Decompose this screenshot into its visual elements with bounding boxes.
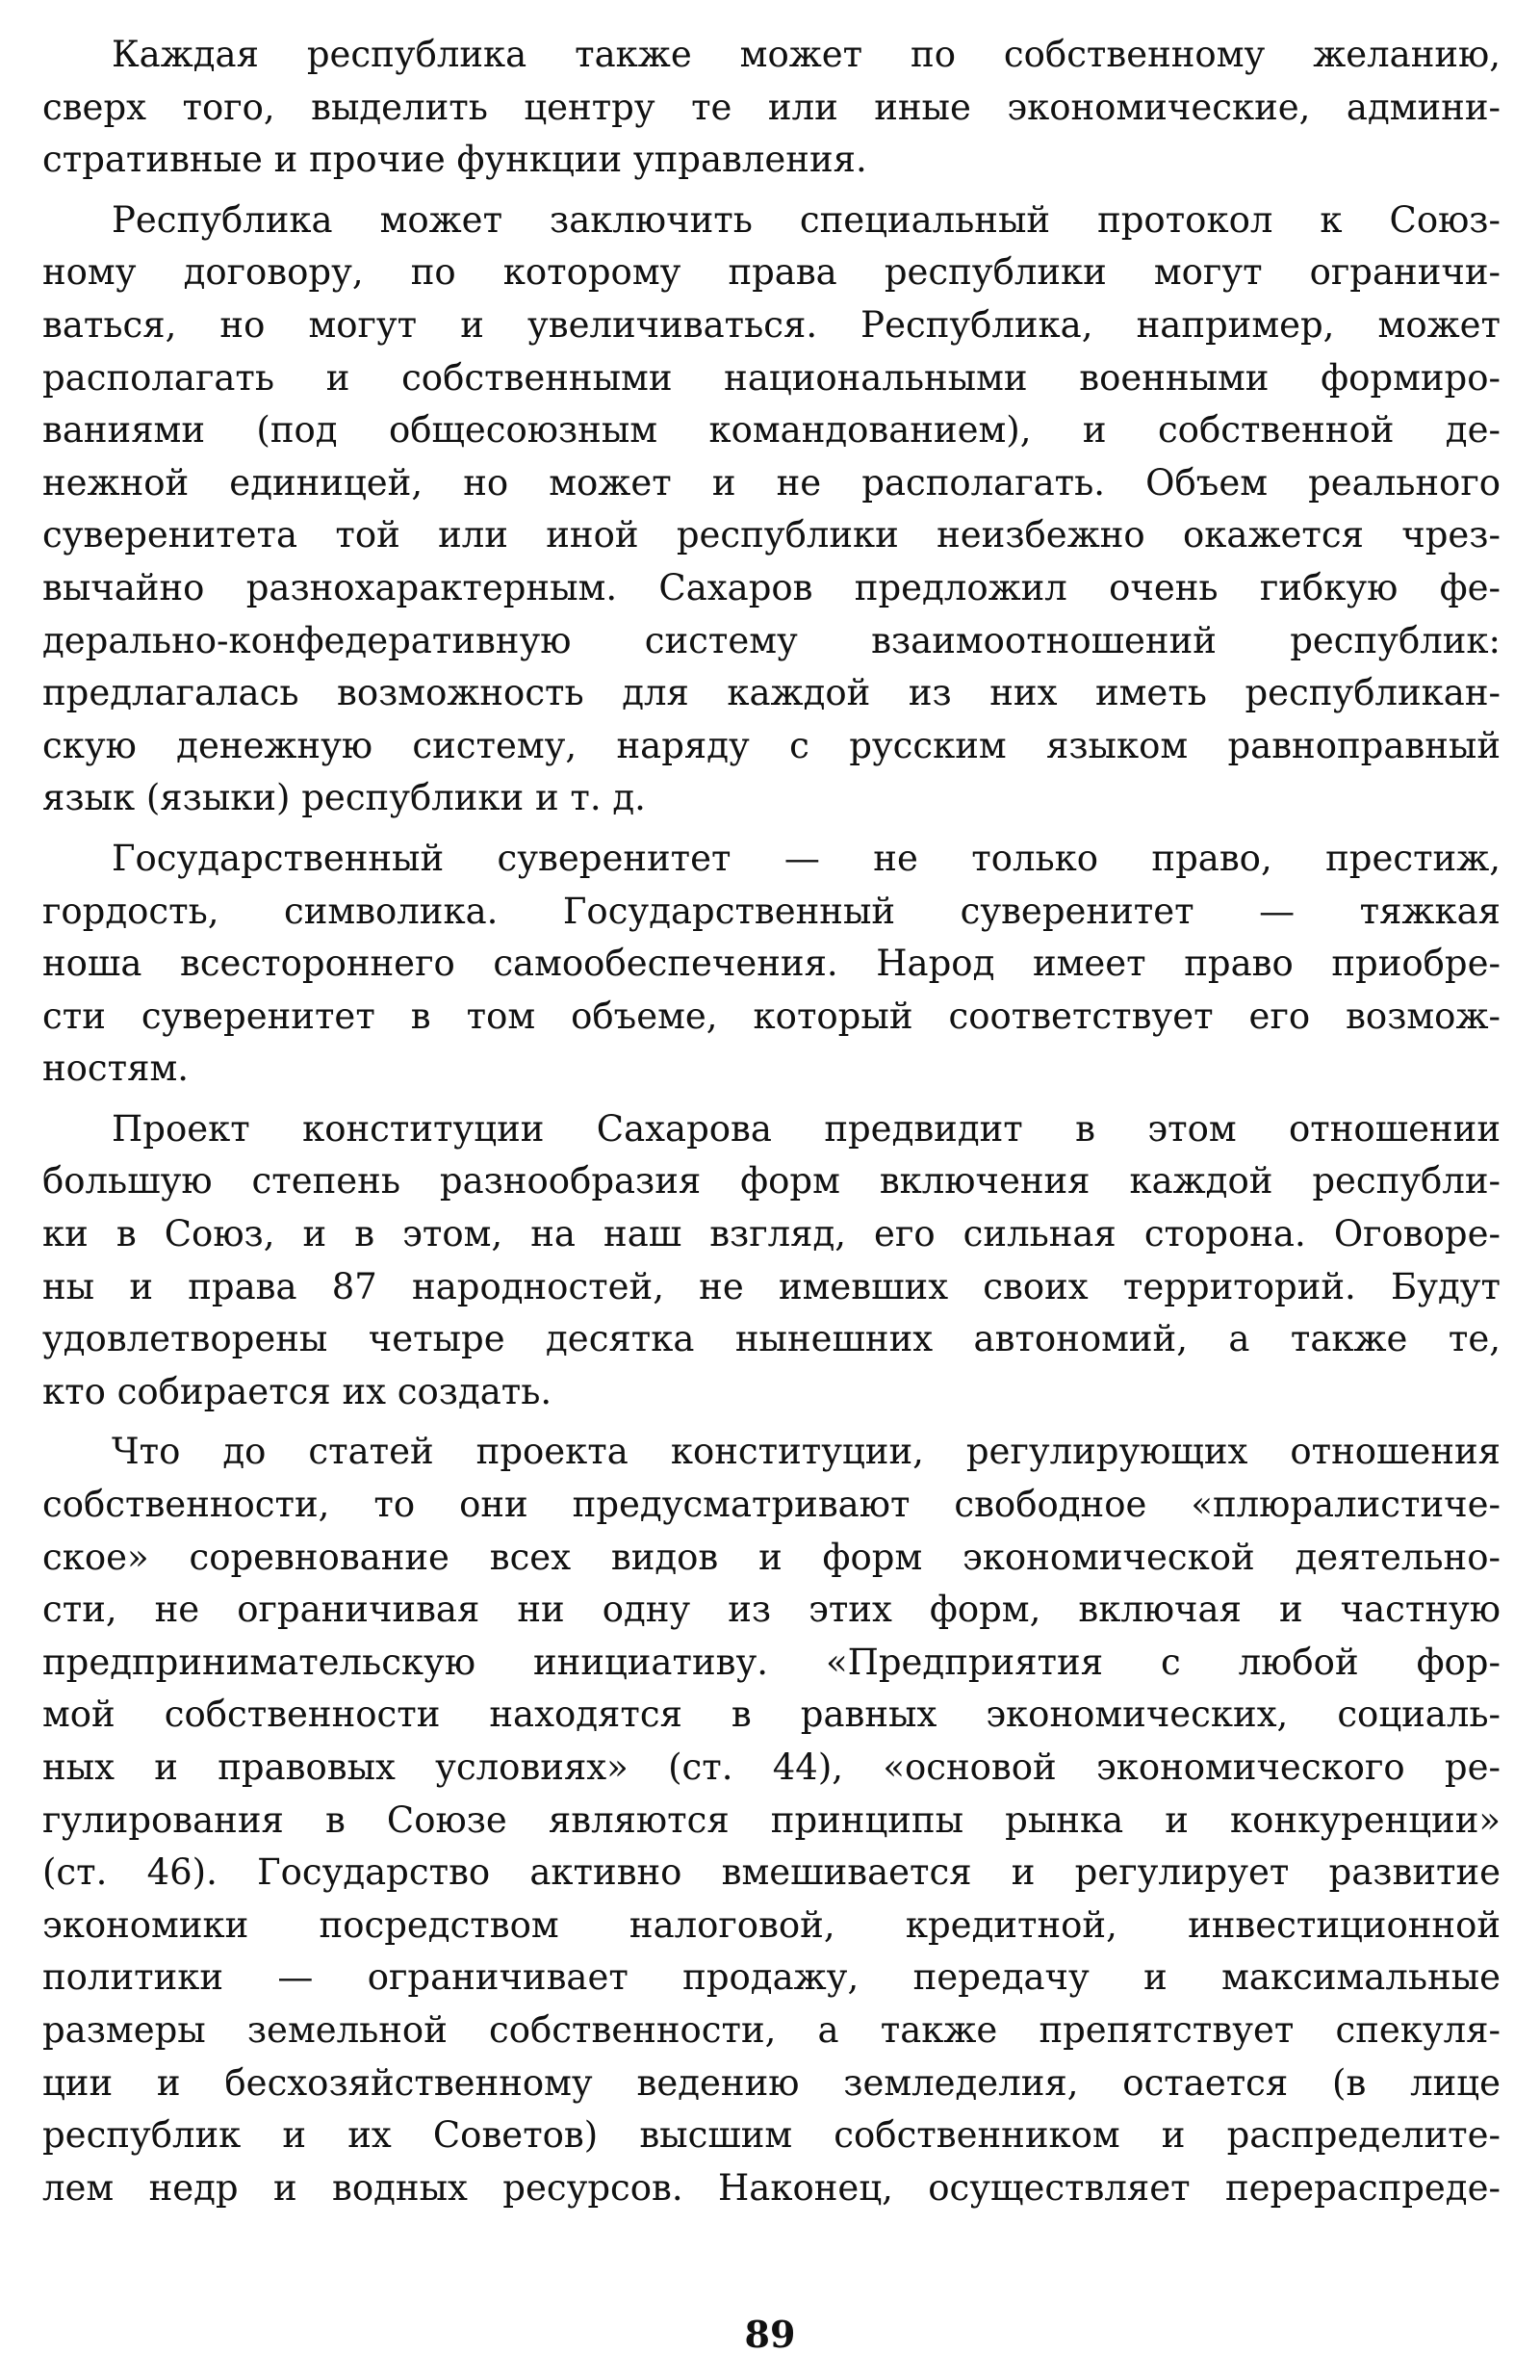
- text-line: сверх того, выделить центру те или иные экономические, админи-: [42, 86, 1501, 128]
- text-line: удовлетворены четыре десятка нынешних автономий, а также те,: [42, 1318, 1501, 1360]
- text-line: суверенитета той или иной республики неизбежно окажется чрез-: [42, 514, 1501, 556]
- paragraph-2: [42, 194, 1501, 825]
- text-line: лем недр и водных ресурсов. Наконец, осуществляет перераспреде-: [42, 2166, 1501, 2209]
- paragraph-3: [42, 833, 1501, 1096]
- page-number: 89: [744, 2313, 796, 2356]
- text-line: ностям.: [42, 1048, 190, 1090]
- text-line: сти суверенитет в том объеме, который соответствует его возмож-: [42, 995, 1501, 1037]
- text-line: Проект конституции Сахарова предвидит в этом отношении: [112, 1107, 1501, 1150]
- text-line: Каждая республика также может по собственному желанию,: [112, 34, 1501, 75]
- text-line: ных и правовых условиях» (ст. 44), «основой экономического ре-: [42, 1746, 1501, 1788]
- text-line: предпринимательскую инициативу. «Предприятия с любой фор-: [42, 1641, 1501, 1683]
- paragraph-5: [42, 1426, 1501, 2214]
- text-line: гулирования в Союзе являются принципы рынка и конкуренции»: [42, 1798, 1501, 1841]
- paragraph-1: [42, 29, 1501, 187]
- text-line: экономики посредством налоговой, кредитной, инвестиционной: [42, 1903, 1501, 1946]
- text-line: располагать и собственными национальными военными формиро-: [42, 356, 1501, 399]
- text-line: стративные и прочие функции управления.: [42, 139, 867, 181]
- text-line: скую денежную систему, наряду с русским языком равноправный: [42, 724, 1501, 766]
- text-line: нежной единицей, но может и не располагать. Объем реального: [42, 461, 1501, 504]
- text-line: Что до статей проекта конституции, регулирующих отношения: [112, 1431, 1501, 1473]
- text-line: кто собирается их создать.: [42, 1370, 552, 1412]
- text-line: политики — ограничивает продажу, передачу и максимальные: [42, 1956, 1501, 1999]
- text-line: ваниями (под общесоюзным командованием), и собственной де-: [42, 409, 1501, 452]
- text-line: ному договору, по которому права республики могут ограничи-: [42, 251, 1501, 294]
- text-line: гордость, символика. Государственный суверенитет — тяжкая: [42, 890, 1501, 932]
- text-line: Республика может заключить специальный протокол к Союз-: [112, 198, 1501, 241]
- text-line: Государственный суверенитет — не только право, престиж,: [112, 837, 1501, 879]
- text-line: мой собственности находятся в равных экономических, социаль-: [42, 1694, 1501, 1736]
- text-line: ское» соревнование всех видов и форм экономической деятельно-: [42, 1536, 1501, 1578]
- text-line: язык (языки) республики и т. д.: [42, 777, 646, 819]
- text-line: ваться, но могут и увеличиваться. Республика, например, может: [42, 303, 1501, 346]
- text-line: (ст. 46). Государство активно вмешивается и регулирует развитие: [42, 1851, 1501, 1894]
- text-line: ции и бесхозяйственному ведению земледелия, остается (в лице: [42, 2061, 1501, 2104]
- text-line: республик и их Советов) высшим собственником и распределите-: [42, 2114, 1501, 2157]
- text-line: ки в Союз, и в этом, на наш взгляд, его сильная сторона. Оговоре-: [42, 1213, 1501, 1255]
- text-line: вычайно разнохарактерным. Сахаров предложил очень гибкую фе-: [42, 566, 1501, 608]
- text-line: ноша всестороннего самообеспечения. Народ имеет право приобре-: [42, 943, 1501, 985]
- page-body: [42, 29, 1501, 2222]
- text-line: размеры земельной собственности, а также препятствует спекуля-: [42, 2008, 1501, 2051]
- text-line: ны и права 87 народностей, не имевших своих территорий. Будут: [42, 1265, 1501, 1307]
- text-line: собственности, то они предусматривают свободное «плюралистиче-: [42, 1484, 1501, 1526]
- text-line: предлагалась возможность для каждой из них иметь республикан-: [42, 672, 1501, 714]
- text-line: большую степень разнообразия форм включения каждой республи-: [42, 1160, 1501, 1203]
- text-line: дерально-конфедеративную систему взаимоотношений республик:: [42, 619, 1501, 661]
- text-line: сти, не ограничивая ни одну из этих форм, включая и частную: [42, 1589, 1501, 1631]
- paragraph-4: [42, 1103, 1501, 1419]
